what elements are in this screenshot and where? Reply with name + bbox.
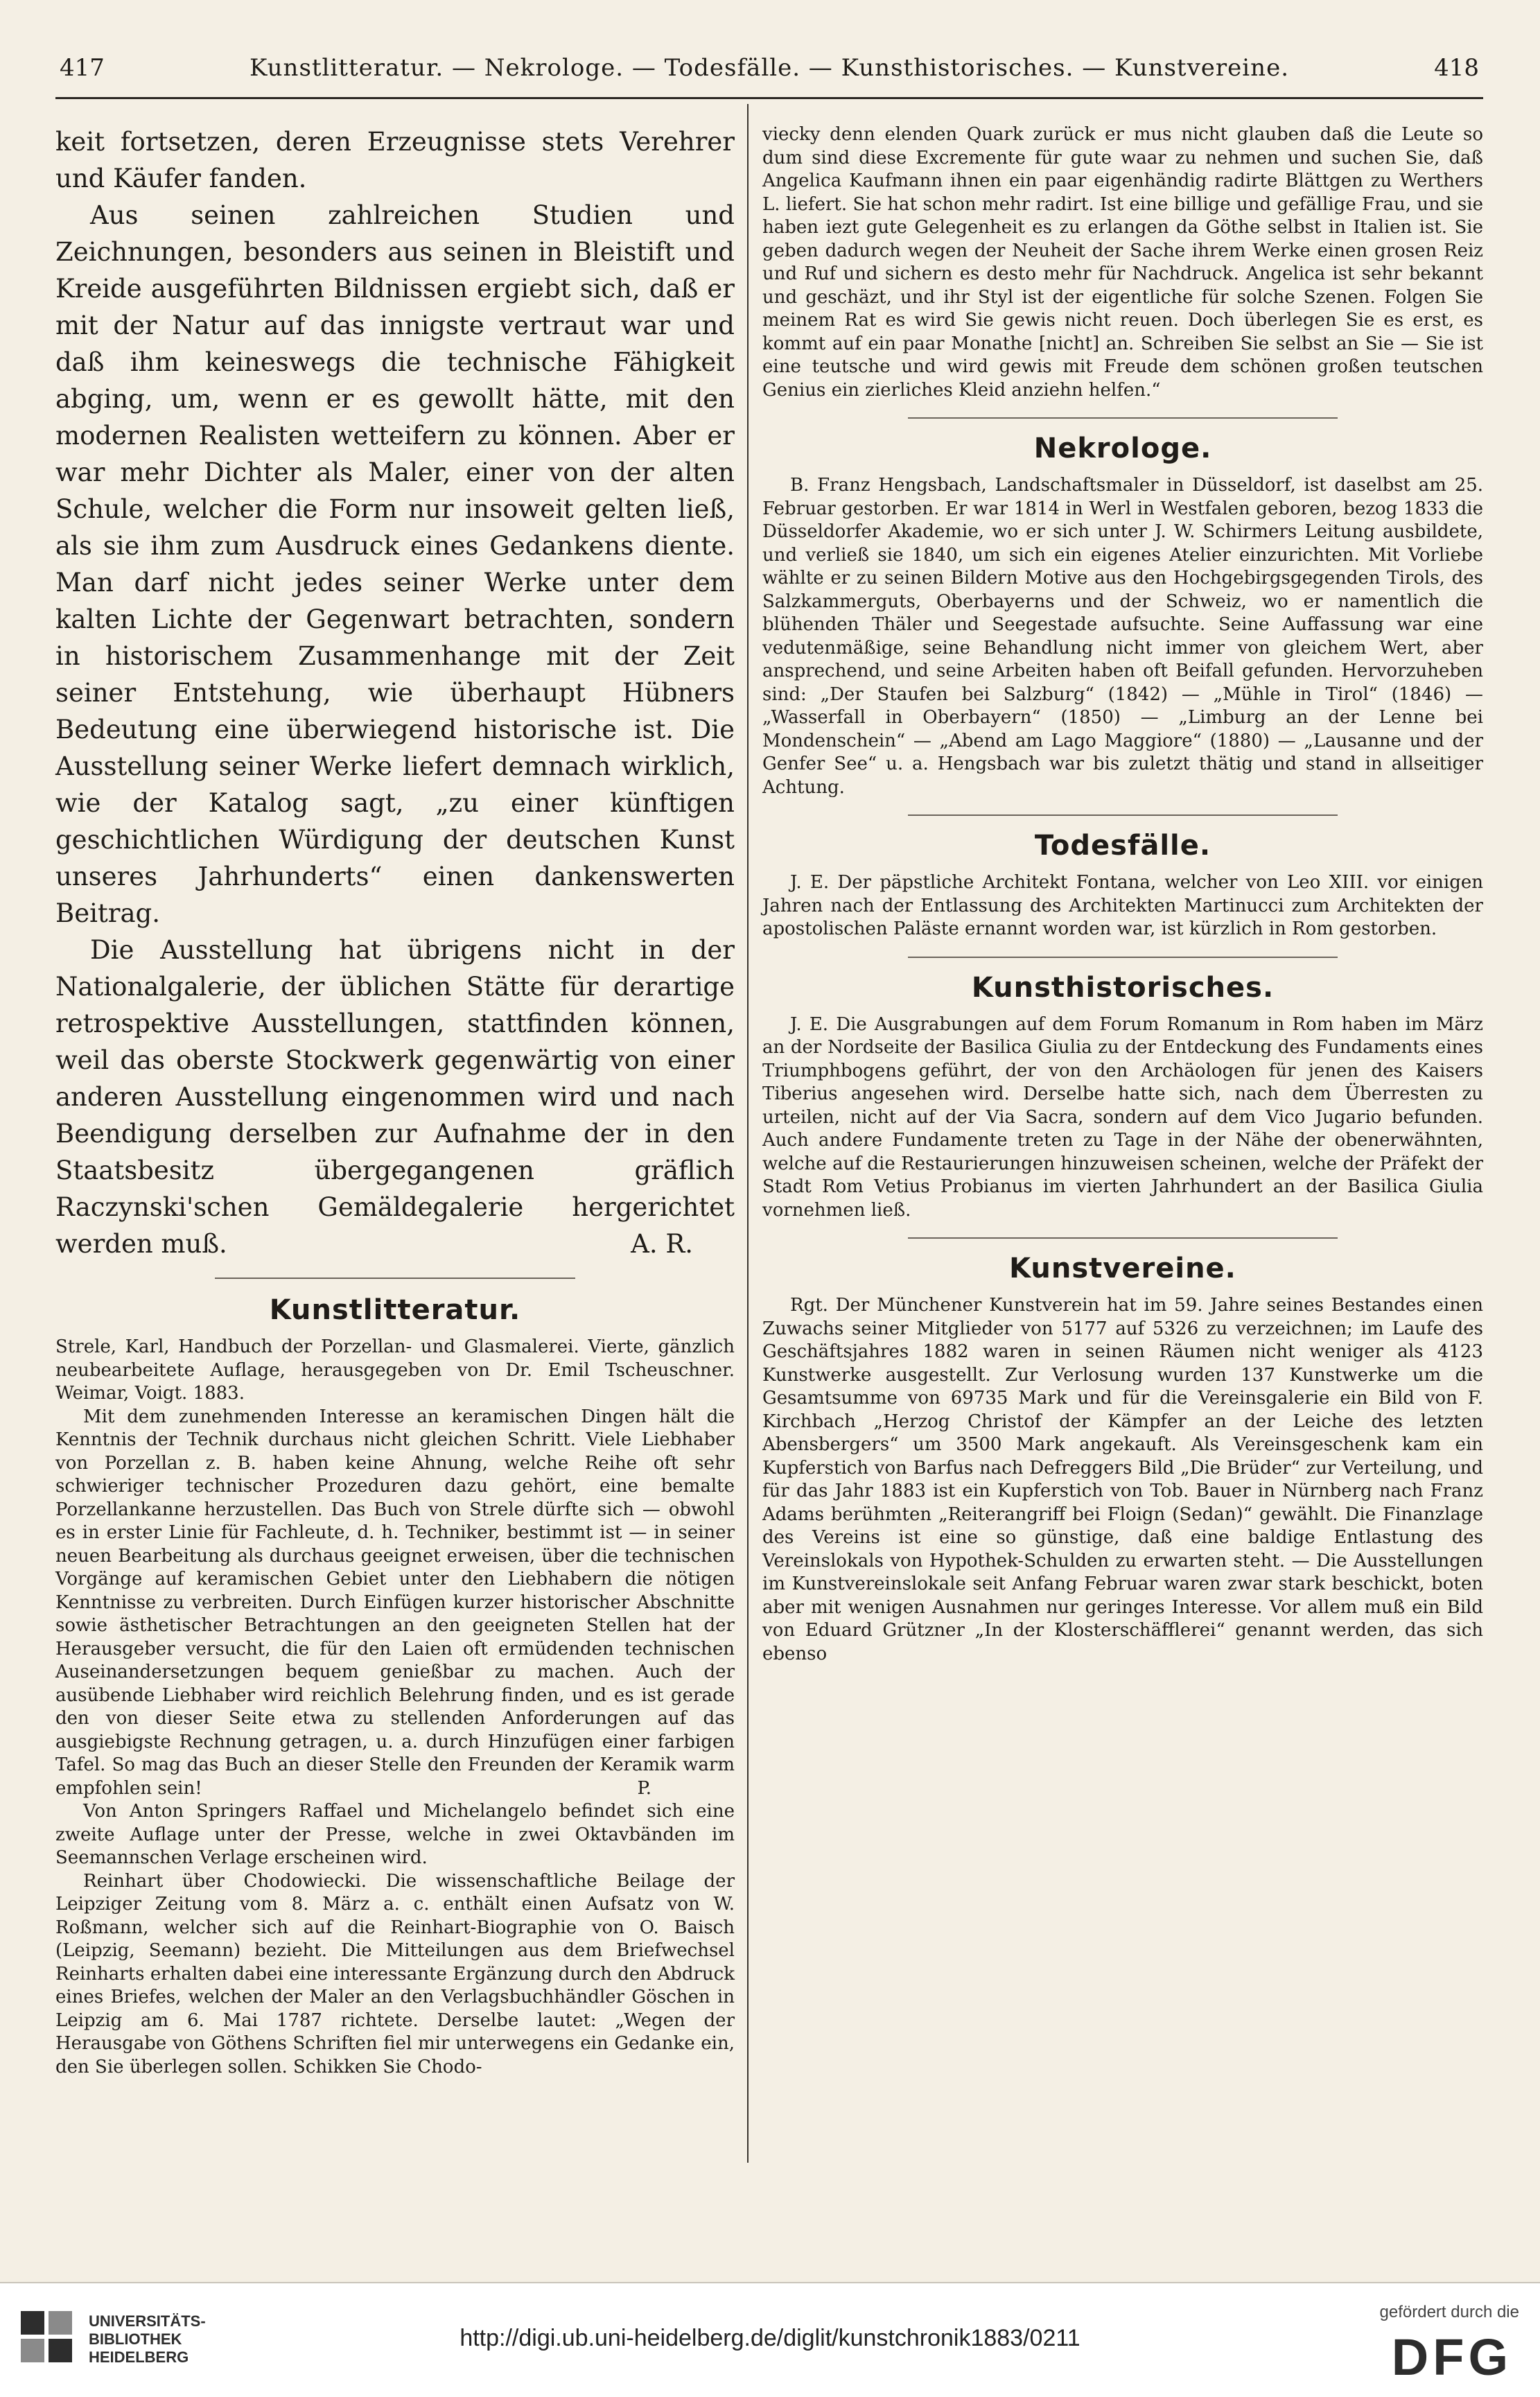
- paragraph: J. E. Die Ausgrabungen auf dem Forum Romanum in Rom haben im März an der Nordseite der Basilica Giulia zu der Entdeckung des Fundaments eines Triumphbogens geführt, der von den Archäologen für jenen des Kaisers Tiberius angesehen wird. Derselbe hatte sich, nach dem Überresten zu urteilen, nicht auf der Via Sacra, sondern auf dem Vico Jugario befunden. Auch andere Fundamente treten zu Tage in der Nähe der obenerwähnten, welche auf die Restaurierungen hinzuweisen scheinen, welche der Präfekt der Stadt Rom Vetius Probianus im vierten Jahrhundert an der Basilica Giulia vornehmen ließ.: [762, 1013, 1483, 1221]
- header-rule: [55, 97, 1483, 99]
- section-separator: [908, 417, 1338, 419]
- running-title: Kunstlitteratur. — Nekrologe. — Todesfälle. — Kunsthistorisches. — Kunstvereine.: [250, 54, 1289, 82]
- kunstvereine-section: [762, 1294, 1483, 1666]
- hubner-article: [55, 123, 735, 1262]
- library-name-line: UNIVERSITÄTS-: [89, 2312, 206, 2330]
- kunstlitteratur-section: [55, 1336, 735, 2079]
- section-title-kunstlitteratur: Kunstlitteratur.: [269, 1294, 521, 1326]
- permalink-url[interactable]: http://digi.ub.uni-heidelberg.de/diglit/kunstchronik1883/0211: [460, 2325, 1080, 2351]
- nekrologe-section: [762, 474, 1483, 799]
- paragraph-text: Mit dem zunehmenden Interesse an keramischen Dingen hält die Kenntnis der Technik durchaus nicht gleichen Schritt. Viele Liebhaber von Porzellan z. B. haben keine Ahnung, welche Reihe oft sehr schwieriger technischer Prozeduren dazu gehört, eine bemalte Porzellankanne herzustellen. Das Buch von Strele dürfte sich — obwohl es in erster Linie für Fachleute, d. h. Techniker, bestimmt ist — in seiner neuen Bearbeitung als durchaus geeignet erweisen, über die technischen Vorgänge auf keramischen Gebiet unter den Liebhabern die nötigen Kenntnisse zu verbreiten. Durch Einfügen kurzer historischer Abschnitte sowie ästhetischer Betrachtungen an den geeigneten Stellen hat der Herausgeber versucht, die für den Laien oft ermüdenden technischen Auseinandersetzungen bequem genießbar zu machen. Auch der ausübende Liebhaber wird reichlich Belehrung finden, und es ist gerade den von dieser Seite etwa zu stellenden Anforderungen auf das ausgiebigste Rechnung getragen, u. a. durch Hinzufügen einer farbigen Tafel. So mag das Buch an dieser Stelle den Freunden der Keramik warm empfohlen sein!: [55, 1406, 735, 1799]
- left-column: [55, 123, 735, 2079]
- viewer-footer: [0, 2282, 1540, 2397]
- dfg-logo: DFG: [1391, 2328, 1512, 2386]
- paragraph: keit fortsetzen, deren Erzeugnisse stets Verehrer und Käufer fanden.: [55, 127, 735, 193]
- paragraph: Reinhart über Chodowiecki. Die wissenschaftliche Beilage der Leipziger Zeitung vom 8. März a. c. enthält einen Aufsatz von W. Roßmann, welcher sich auf die Reinhart-Biographie von O. Baisch (Leipzig, Seemann) bezieht. Die Mitteilungen aus dem Briefwechsel Reinharts erhalten dabei eine interessante Ergänzung durch den Abdruck eines Briefes, welchen der Maler an den Verlagsbuchhändler Göschen in Leipzig am 6. Mai 1787 richtete. Derselbe lautet: „Wegen der Herausgabe von Göthens Schriften fiel mir unterwegens ein Gedanke ein, den Sie überlegen sollen. Schikken Sie Chodo-: [55, 1870, 735, 2077]
- page-number-right: 418: [1434, 54, 1479, 82]
- section-title-nekrologe: Nekrologe.: [1033, 433, 1212, 464]
- paragraph: B. Franz Hengsbach, Landschaftsmaler in Düsseldorf, ist daselbst am 25. Februar gestorben. Er war 1814 in Werl in Westfalen geboren, bezog 1833 die Düsseldorfer Akademie, wo er sich unter J. W. Schirmers Leitung ausbildete, und verließ sie 1840, um sich ein eigenes Atelier einzurichten. Mit Vorliebe wählte er zu seinen Bildern Motive aus den Hochgebirgsgegenden Tirols, des Salzkammerguts, Oberbayerns und der Schweiz, wo er namentlich die blühenden Thäler und Seegestade aufsuchte. Seine Auffassung war eine vedutenmäßige, seine Behandlung nicht immer von gleichem Wert, aber ansprechend, und seine Arbeiten haben oft Beifall gefunden. Hervorzuheben sind: „Der Staufen bei Salzburg“ (1842) — „Mühle in Tirol“ (1846) — „Wasserfall in Oberbayern“ (1850) — „Limburg an der Lenne bei Mondenschein“ — „Abend am Lago Maggiore“ (1880) — „Lausanne und der Genfer See“ u. a. Hengsbach war bis zuletzt thätig und stand in allseitiger Achtung.: [762, 475, 1483, 798]
- section-separator: [215, 1278, 575, 1279]
- paragraph: [55, 932, 735, 1262]
- section-separator: [908, 1237, 1338, 1239]
- section-title-kunsthistorisches: Kunsthistorisches.: [971, 971, 1275, 1004]
- section-title-kunstvereine: Kunstvereine.: [1009, 1253, 1236, 1284]
- kunsthistorisches-section: [762, 1013, 1483, 1223]
- paragraph: Von Anton Springers Raffael und Michelangelo befindet sich eine zweite Auflage unter der Presse, welche in zwei Oktavbänden im Seemannschen Verlage erscheinen wird.: [55, 1801, 735, 1868]
- right-column: [762, 123, 1483, 1666]
- section-title-todesfaelle: Todesfälle.: [1034, 830, 1211, 862]
- author-signature: P.: [637, 1777, 651, 1799]
- paragraph: viecky denn elenden Quark zurück er mus nicht glauben daß die Leute so dum sind diese Excremente für gute waar zu nehmen und suchen Sie, daß Angelica Kaufmann ihnen ein paar eigenhändig radirte Blättgen zu Werthers L. liefert. Sie hat schon mehr radirt. Ist eine billige und gefällige Frau, und sie haben iezt gute Gelegenheit es zu erlangen da Göthe selbst in Italien ist. Sie geben dadurch wegen der Neuheit der Sache ihrem Werke einen grosen Reiz und Ruf und sichern es desto mehr für Nachdruck. Angelica ist sehr bekannt und geschäzt, und ihr Styl ist der eigentliche für solche Szenen. Folgen Sie meinem Rat es wird Sie gewis nicht reuen. Doch überlegen Sie es erst, es kommt auf ein paar Monathe [nicht] an. Schreiben Sie selbst an Sie — Sie ist eine teutsche und wird gewis mit Freude dem schönen großen teutschen Genius ein zierliches Kleid anziehn helfen.“: [762, 124, 1483, 401]
- column-divider: [747, 104, 749, 2163]
- paragraph: J. E. Der päpstliche Architekt Fontana, welcher von Leo XIII. vor einigen Jahren nach der Entlassung des Architekten Martinucci zum Architekten der apostolischen Paläste ernannt worden war, ist kürzlich in Rom gestorben.: [762, 872, 1483, 939]
- paragraph: [55, 1406, 735, 1801]
- page-header: [55, 49, 1483, 90]
- paragraph: Aus seinen zahlreichen Studien und Zeichnungen, besonders aus seinen in Bleistift und Kreide ausgeführten Bildnissen ergiebt sich, daß er mit der Natur auf das innigste vertraut war und daß ihm keineswegs die technische Fähigkeit abging, um, wenn er es gewollt hätte, mit den modernen Realisten wetteifern zu können. Aber er war mehr Dichter als Maler, einer von der alten Schule, welcher die Form nur insoweit gelten ließ, als sie ihm zum Ausdruck eines Gedankens diente. Man darf nicht jedes seiner Werke unter dem kalten Lichte der Gegenwart betrachten, sondern in historischem Zusammenhange mit der Zeit seiner Entstehung, wie überhaupt Hübners Bedeutung eine überwiegend historische ist. Die Ausstellung seiner Werke liefert demnach wirklich, wie der Katalog sagt, „zu einer künftigen geschichtlichen Würdigung der deutschen Kunst unseres Jahrhunderts“ einen dankenswerten Beitrag.: [55, 200, 735, 928]
- todesfaelle-section: [762, 871, 1483, 941]
- section-separator: [908, 814, 1338, 816]
- library-name-line: HEIDELBERG: [89, 2348, 189, 2366]
- funded-by-label: gefördert durch die: [1379, 2303, 1519, 2321]
- book-citation: Strele, Karl, Handbuch der Porzellan- und Glasmalerei. Vierte, gänzlich neubearbeitete Auflage, herausgegeben von Dr. Emil Tscheuschner. Weimar, Voigt. 1883.: [55, 1336, 735, 1404]
- letter-continuation: [762, 123, 1483, 402]
- author-signature: A. R.: [631, 1229, 693, 1259]
- paragraph-text: Die Ausstellung hat übrigens nicht in der Nationalgalerie, der üblichen Stätte für derartige retrospektive Ausstellungen, stattfinden können, weil das oberste Stockwerk gegenwärtig von einer anderen Ausstellung eingenommen wird und nach Beendigung derselben zur Aufnahme der in den Staatsbesitz übergegangenen gräflich Raczynski'schen Gemäldegalerie hergerichtet werden muß.: [55, 935, 735, 1259]
- section-separator: [908, 957, 1338, 958]
- page-number-left: 417: [60, 54, 105, 82]
- paragraph: Rgt. Der Münchener Kunstverein hat im 59. Jahre seines Bestandes einen Zuwachs seiner Mitglieder von 5177 auf 5326 zu verzeichnen; im Laufe des Geschäftsjahres 1882 waren in seinen Räumen nicht weniger als 4123 Kunstwerke ausgestellt. Zur Verlosung wurden 137 Kunstwerke um die Gesamtsumme von 69735 Mark und für die Vereinsgalerie ein Bild von F. Kirchbach „Herzog Christof der Kämpfer an der Leiche des letzten Abensbergers“ um 3500 Mark angekauft. Als Vereinsgeschenk kam ein Kupferstich von Barfus nach Defreggers Bild „Die Brüder“ zur Verteilung, und für das Jahr 1883 ist ein Kupferstich von Tob. Bauer in Nürnberg nach Franz Adams berühmten „Reiterangriff bei Floign (Sedan)“ gewählt. Die Finanzlage des Vereins ist eine so günstige, daß eine baldige Entlastung des Vereinslokals von Hypothek-Schulden zu erwarten steht. — Die Ausstellungen im Kunstvereinslokale seit Anfang Februar waren zwar stark beschickt, boten aber mit wenigen Ausnahmen nur geringes Interesse. Vor allem muß ein Bild von Eduard Grützner „In der Klosterschäfflerei“ genannt werden, das sich ebenso: [762, 1295, 1483, 1664]
- library-name-line: BIBLIOTHEK: [89, 2330, 182, 2348]
